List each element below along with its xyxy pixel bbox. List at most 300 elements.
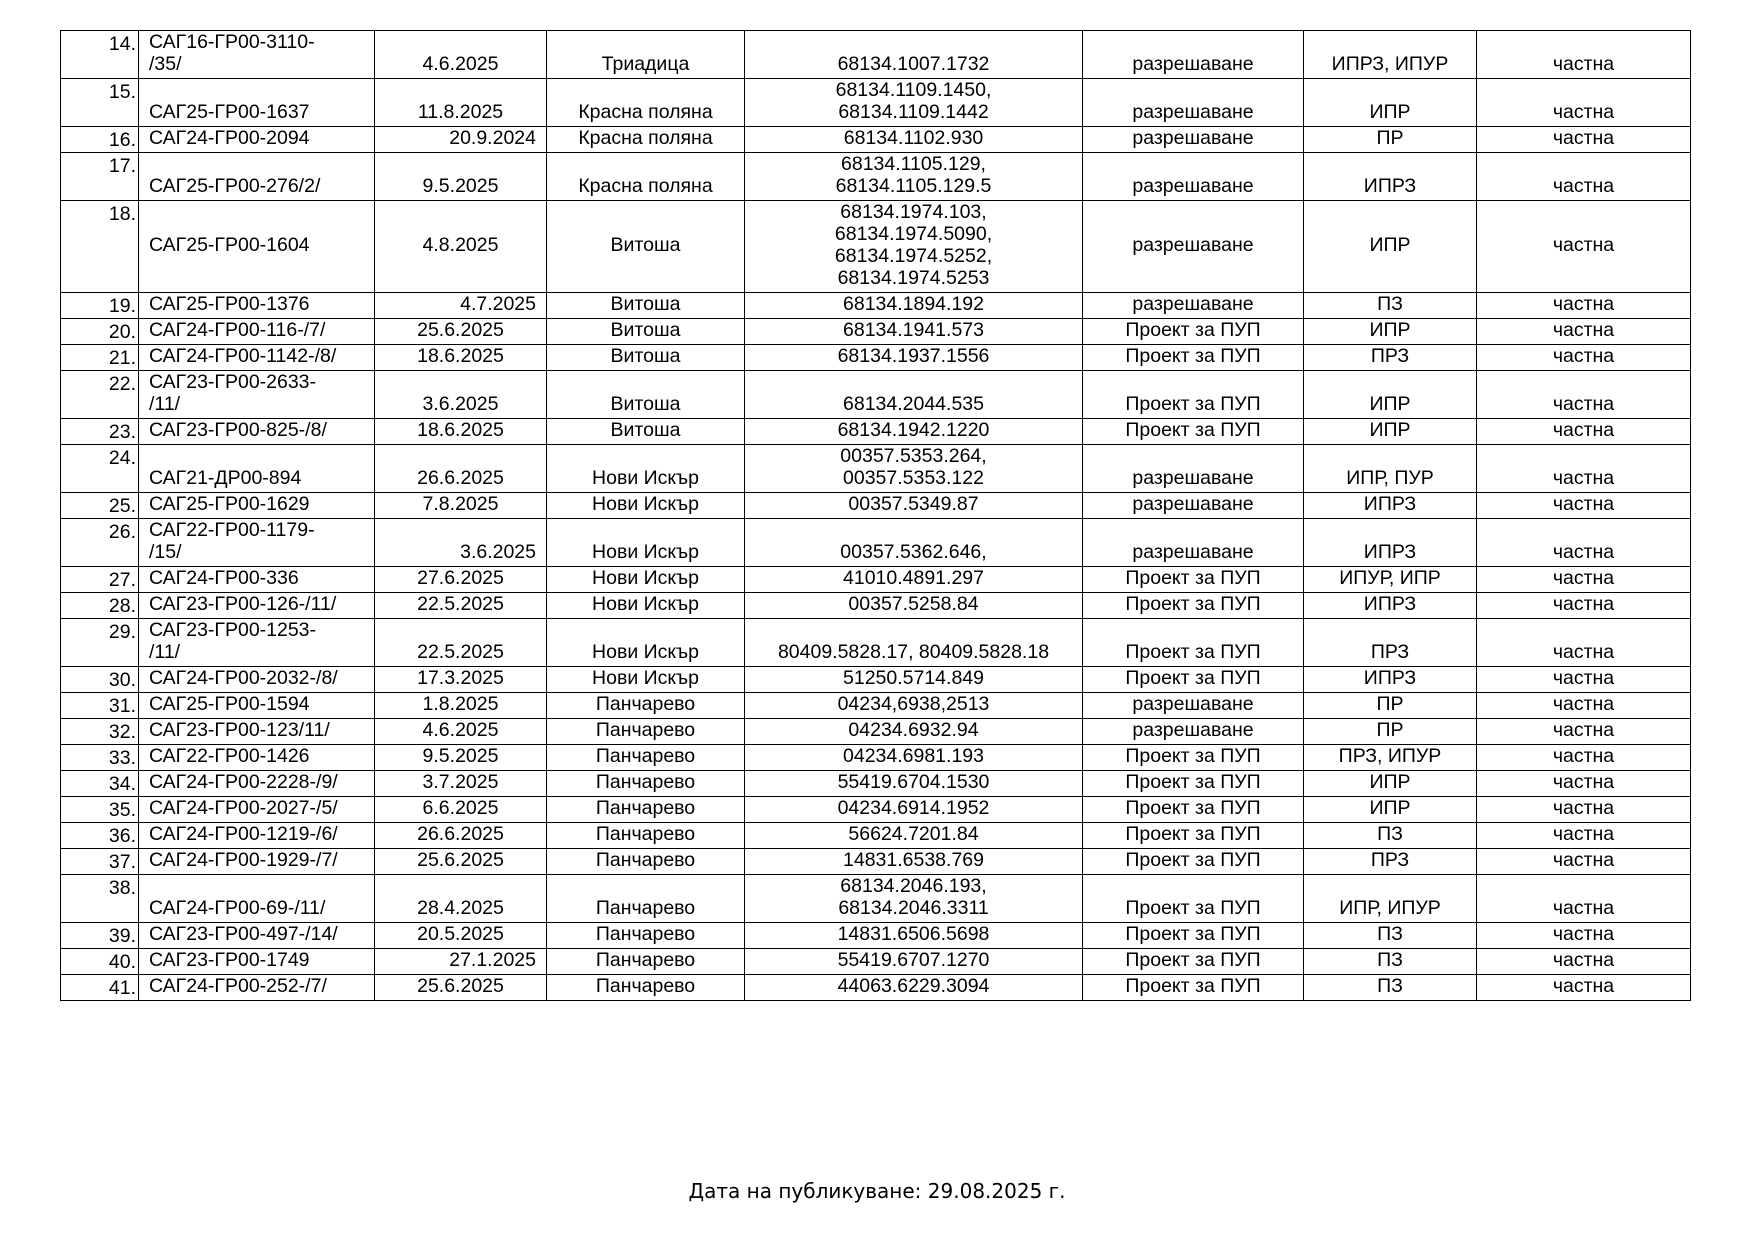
row-number: 40. bbox=[61, 949, 139, 975]
cadastral-ids-line: 68134.1007.1732 bbox=[837, 53, 990, 75]
district: Витоша bbox=[547, 293, 745, 319]
cadastral-ids bbox=[745, 445, 1083, 493]
district: Панчарево bbox=[547, 693, 745, 719]
table-row bbox=[61, 693, 1691, 719]
table-row bbox=[61, 519, 1691, 567]
document-number-line: САГ23-ГР00-126-/11/ bbox=[149, 593, 337, 615]
row-number: 34. bbox=[61, 771, 139, 797]
entry-date: 18.6.2025 bbox=[375, 419, 547, 445]
document-number bbox=[139, 127, 375, 153]
district: Витоша bbox=[547, 319, 745, 345]
document-number-line: САГ24-ГР00-1929-/7/ bbox=[149, 849, 338, 871]
procedure-type: разрешаване bbox=[1083, 693, 1304, 719]
cadastral-ids bbox=[745, 849, 1083, 875]
district: Нови Искър bbox=[547, 493, 745, 519]
document-number-line: САГ24-ГР00-69-/11/ bbox=[149, 897, 326, 919]
district: Панчарево bbox=[547, 949, 745, 975]
ownership: частна bbox=[1477, 31, 1691, 79]
cadastral-ids-line: 14831.6506.5698 bbox=[837, 923, 990, 945]
document-number-line: САГ24-ГР00-336 bbox=[149, 567, 299, 589]
cadastral-ids bbox=[745, 153, 1083, 201]
cadastral-ids-line: 68134.1894.192 bbox=[843, 293, 984, 315]
cadastral-ids-line: 68134.1105.129.5 bbox=[835, 175, 992, 197]
plan-type: ИПРЗ, ИПУР bbox=[1304, 31, 1477, 79]
cadastral-ids-line: 68134.1941.573 bbox=[843, 319, 984, 341]
plan-type: ИПР bbox=[1304, 771, 1477, 797]
procedure-type: разрешаване bbox=[1083, 445, 1304, 493]
plan-type: ПЗ bbox=[1304, 293, 1477, 319]
district: Панчарево bbox=[547, 923, 745, 949]
row-number: 16. bbox=[61, 127, 139, 153]
document-number-line: /35/ bbox=[149, 53, 182, 75]
row-number: 36. bbox=[61, 823, 139, 849]
document-number-line: САГ25-ГР00-1594 bbox=[149, 693, 310, 715]
plan-type: ПР bbox=[1304, 127, 1477, 153]
cadastral-ids bbox=[745, 719, 1083, 745]
table-row bbox=[61, 823, 1691, 849]
cadastral-ids bbox=[745, 949, 1083, 975]
cadastral-ids bbox=[745, 319, 1083, 345]
document-number bbox=[139, 419, 375, 445]
document-number-line: САГ22-ГР00-1426 bbox=[149, 745, 310, 767]
ownership: частна bbox=[1477, 719, 1691, 745]
document-number bbox=[139, 745, 375, 771]
row-number: 19. bbox=[61, 293, 139, 319]
district: Нови Искър bbox=[547, 567, 745, 593]
entry-date: 18.6.2025 bbox=[375, 345, 547, 371]
cadastral-ids bbox=[745, 923, 1083, 949]
entry-date: 22.5.2025 bbox=[375, 619, 547, 667]
entry-date: 28.4.2025 bbox=[375, 875, 547, 923]
cadastral-ids bbox=[745, 875, 1083, 923]
table-row bbox=[61, 79, 1691, 127]
entry-date: 25.6.2025 bbox=[375, 975, 547, 1001]
entry-date: 27.6.2025 bbox=[375, 567, 547, 593]
document-number-line: САГ23-ГР00-2633- bbox=[149, 371, 317, 393]
district: Панчарево bbox=[547, 797, 745, 823]
document-number bbox=[139, 201, 375, 293]
cadastral-ids-line: 00357.5353.264, bbox=[840, 445, 987, 467]
row-number: 22. bbox=[61, 371, 139, 419]
document-number-line: САГ25-ГР00-1629 bbox=[149, 493, 310, 515]
document-number bbox=[139, 667, 375, 693]
row-number: 38. bbox=[61, 875, 139, 923]
procedure-type: Проект за ПУП bbox=[1083, 975, 1304, 1001]
document-number bbox=[139, 153, 375, 201]
document-number-line: /15/ bbox=[149, 541, 182, 563]
cadastral-ids-line: 14831.6538.769 bbox=[843, 849, 984, 871]
document-number bbox=[139, 345, 375, 371]
table-row bbox=[61, 949, 1691, 975]
ownership: частна bbox=[1477, 875, 1691, 923]
document-number bbox=[139, 31, 375, 79]
procedure-type: Проект за ПУП bbox=[1083, 419, 1304, 445]
table-row bbox=[61, 745, 1691, 771]
document-number-line: САГ23-ГР00-497-/14/ bbox=[149, 923, 338, 945]
entry-date: 20.5.2025 bbox=[375, 923, 547, 949]
cadastral-ids-line: 68134.1937.1556 bbox=[837, 345, 990, 367]
table-row bbox=[61, 667, 1691, 693]
ownership: частна bbox=[1477, 619, 1691, 667]
row-number: 28. bbox=[61, 593, 139, 619]
plan-type: ИПР bbox=[1304, 79, 1477, 127]
table-row bbox=[61, 849, 1691, 875]
document-number-line: САГ24-ГР00-1219-/6/ bbox=[149, 823, 338, 845]
table-row bbox=[61, 771, 1691, 797]
procedure-type: Проект за ПУП bbox=[1083, 849, 1304, 875]
district: Панчарево bbox=[547, 771, 745, 797]
document-number-line: САГ25-ГР00-1637 bbox=[149, 101, 310, 123]
cadastral-ids bbox=[745, 975, 1083, 1001]
entry-date: 9.5.2025 bbox=[375, 153, 547, 201]
cadastral-ids-line: 68134.1102.930 bbox=[843, 127, 984, 149]
plan-type: ИПРЗ bbox=[1304, 519, 1477, 567]
procedure-type: Проект за ПУП bbox=[1083, 593, 1304, 619]
document-number-line: САГ24-ГР00-2228-/9/ bbox=[149, 771, 338, 793]
ownership: частна bbox=[1477, 519, 1691, 567]
plan-type: ПРЗ, ИПУР bbox=[1304, 745, 1477, 771]
document-number-line: САГ25-ГР00-1604 bbox=[149, 234, 310, 256]
entry-date: 4.6.2025 bbox=[375, 719, 547, 745]
entry-date: 7.8.2025 bbox=[375, 493, 547, 519]
document-number-line: САГ23-ГР00-1749 bbox=[149, 949, 310, 971]
document-number bbox=[139, 619, 375, 667]
row-number: 20. bbox=[61, 319, 139, 345]
procedure-type: разрешаване bbox=[1083, 719, 1304, 745]
entry-date: 25.6.2025 bbox=[375, 849, 547, 875]
ownership: частна bbox=[1477, 293, 1691, 319]
ownership: частна bbox=[1477, 849, 1691, 875]
ownership: частна bbox=[1477, 445, 1691, 493]
cadastral-ids bbox=[745, 293, 1083, 319]
table-row bbox=[61, 127, 1691, 153]
entry-date: 9.5.2025 bbox=[375, 745, 547, 771]
district: Нови Искър bbox=[547, 593, 745, 619]
cadastral-ids bbox=[745, 493, 1083, 519]
plan-type: ПЗ bbox=[1304, 823, 1477, 849]
row-number: 33. bbox=[61, 745, 139, 771]
ownership: частна bbox=[1477, 797, 1691, 823]
table-row bbox=[61, 593, 1691, 619]
document-number bbox=[139, 849, 375, 875]
document-number-line: САГ24-ГР00-2027-/5/ bbox=[149, 797, 338, 819]
entry-date: 4.7.2025 bbox=[375, 293, 547, 319]
ownership: частна bbox=[1477, 975, 1691, 1001]
plan-type: ИПР bbox=[1304, 371, 1477, 419]
cadastral-ids-line: 68134.1974.5252, bbox=[834, 245, 993, 267]
document-number bbox=[139, 493, 375, 519]
document-number-line: САГ24-ГР00-252-/7/ bbox=[149, 975, 327, 997]
cadastral-ids-line: 68134.1109.1442 bbox=[838, 101, 989, 123]
document-number-line: САГ24-ГР00-1142-/8/ bbox=[149, 345, 337, 367]
cadastral-ids bbox=[745, 693, 1083, 719]
document-number-line: САГ21-ДР00-894 bbox=[149, 467, 302, 489]
ownership: частна bbox=[1477, 79, 1691, 127]
cadastral-ids-line: 04234.6981.193 bbox=[843, 745, 984, 767]
entry-date: 6.6.2025 bbox=[375, 797, 547, 823]
procedure-type: разрешаване bbox=[1083, 153, 1304, 201]
entry-date: 11.8.2025 bbox=[375, 79, 547, 127]
cadastral-ids-line: 80409.5828.17, 80409.5828.18 bbox=[777, 641, 1050, 663]
procedure-type: Проект за ПУП bbox=[1083, 771, 1304, 797]
row-number: 23. bbox=[61, 419, 139, 445]
ownership: частна bbox=[1477, 567, 1691, 593]
document-number-line: САГ25-ГР00-1376 bbox=[149, 293, 310, 315]
registry-table bbox=[60, 30, 1691, 1001]
district: Красна поляна bbox=[547, 79, 745, 127]
table-row bbox=[61, 371, 1691, 419]
procedure-type: Проект за ПУП bbox=[1083, 345, 1304, 371]
document-number bbox=[139, 79, 375, 127]
document-number bbox=[139, 949, 375, 975]
ownership: частна bbox=[1477, 667, 1691, 693]
plan-type: ИПРЗ bbox=[1304, 667, 1477, 693]
cadastral-ids bbox=[745, 201, 1083, 293]
row-number: 41. bbox=[61, 975, 139, 1001]
plan-type: ПЗ bbox=[1304, 949, 1477, 975]
procedure-type: Проект за ПУП bbox=[1083, 371, 1304, 419]
district: Панчарево bbox=[547, 719, 745, 745]
ownership: частна bbox=[1477, 693, 1691, 719]
plan-type: ИПРЗ bbox=[1304, 593, 1477, 619]
ownership: частна bbox=[1477, 771, 1691, 797]
district: Панчарево bbox=[547, 849, 745, 875]
table-row bbox=[61, 445, 1691, 493]
document-number bbox=[139, 975, 375, 1001]
district: Витоша bbox=[547, 419, 745, 445]
ownership: частна bbox=[1477, 319, 1691, 345]
district: Панчарево bbox=[547, 745, 745, 771]
cadastral-ids-line: 68134.1105.129, bbox=[841, 153, 986, 175]
table-row bbox=[61, 923, 1691, 949]
cadastral-ids bbox=[745, 519, 1083, 567]
entry-date: 3.7.2025 bbox=[375, 771, 547, 797]
cadastral-ids-line: 68134.2044.535 bbox=[843, 393, 984, 415]
district: Витоша bbox=[547, 345, 745, 371]
district: Витоша bbox=[547, 201, 745, 293]
row-number: 30. bbox=[61, 667, 139, 693]
entry-date: 4.6.2025 bbox=[375, 31, 547, 79]
cadastral-ids-line: 00357.5349.87 bbox=[848, 493, 979, 515]
plan-type: ИПР, ИПУР bbox=[1304, 875, 1477, 923]
procedure-type: Проект за ПУП bbox=[1083, 319, 1304, 345]
document-number-line: САГ24-ГР00-116-/7/ bbox=[149, 319, 326, 341]
row-number: 29. bbox=[61, 619, 139, 667]
district: Витоша bbox=[547, 371, 745, 419]
cadastral-ids bbox=[745, 127, 1083, 153]
row-number: 17. bbox=[61, 153, 139, 201]
cadastral-ids bbox=[745, 745, 1083, 771]
cadastral-ids bbox=[745, 345, 1083, 371]
procedure-type: Проект за ПУП bbox=[1083, 923, 1304, 949]
cadastral-ids-line: 44063.6229.3094 bbox=[837, 975, 990, 997]
document-number bbox=[139, 875, 375, 923]
cadastral-ids bbox=[745, 771, 1083, 797]
document-number bbox=[139, 719, 375, 745]
cadastral-ids-line: 04234.6932.94 bbox=[848, 719, 979, 741]
procedure-type: разрешаване bbox=[1083, 293, 1304, 319]
ownership: частна bbox=[1477, 745, 1691, 771]
district: Красна поляна bbox=[547, 153, 745, 201]
procedure-type: Проект за ПУП bbox=[1083, 667, 1304, 693]
table-row bbox=[61, 975, 1691, 1001]
cadastral-ids-line: 68134.1942.1220 bbox=[837, 419, 990, 441]
district: Нови Искър bbox=[547, 519, 745, 567]
table-row bbox=[61, 201, 1691, 293]
plan-type: ПРЗ bbox=[1304, 849, 1477, 875]
procedure-type: Проект за ПУП bbox=[1083, 823, 1304, 849]
plan-type: ПЗ bbox=[1304, 923, 1477, 949]
cadastral-ids-line: 55419.6707.1270 bbox=[837, 949, 990, 971]
district: Панчарево bbox=[547, 875, 745, 923]
plan-type: ИПР bbox=[1304, 797, 1477, 823]
cadastral-ids bbox=[745, 667, 1083, 693]
document-number bbox=[139, 771, 375, 797]
entry-date: 3.6.2025 bbox=[375, 519, 547, 567]
cadastral-ids bbox=[745, 619, 1083, 667]
ownership: частна bbox=[1477, 823, 1691, 849]
cadastral-ids-line: 68134.2046.193, bbox=[840, 875, 987, 897]
document-number-line: САГ25-ГР00-276/2/ bbox=[149, 175, 321, 197]
entry-date: 22.5.2025 bbox=[375, 593, 547, 619]
ownership: частна bbox=[1477, 201, 1691, 293]
document-number-line: САГ23-ГР00-123/11/ bbox=[149, 719, 330, 741]
plan-type: ИПР bbox=[1304, 201, 1477, 293]
document-number-line: САГ23-ГР00-1253- bbox=[149, 619, 317, 641]
entry-date: 20.9.2024 bbox=[375, 127, 547, 153]
district: Нови Искър bbox=[547, 445, 745, 493]
procedure-type: разрешаване bbox=[1083, 127, 1304, 153]
district: Нови Искър bbox=[547, 619, 745, 667]
table-row bbox=[61, 419, 1691, 445]
table-body bbox=[61, 31, 1691, 1001]
row-number: 26. bbox=[61, 519, 139, 567]
cadastral-ids bbox=[745, 419, 1083, 445]
publication-date: Дата на публикуване: 29.08.2025 г. bbox=[688, 1179, 1066, 1203]
ownership: частна bbox=[1477, 923, 1691, 949]
table-row bbox=[61, 293, 1691, 319]
entry-date: 3.6.2025 bbox=[375, 371, 547, 419]
procedure-type: разрешаване bbox=[1083, 79, 1304, 127]
document-number bbox=[139, 823, 375, 849]
document-number bbox=[139, 371, 375, 419]
row-number: 27. bbox=[61, 567, 139, 593]
cadastral-ids-line: 68134.1109.1450, bbox=[835, 79, 992, 101]
table-row bbox=[61, 619, 1691, 667]
cadastral-ids-line: 04234,6938,2513 bbox=[837, 693, 990, 715]
cadastral-ids bbox=[745, 79, 1083, 127]
document-number bbox=[139, 445, 375, 493]
table-row bbox=[61, 875, 1691, 923]
row-number: 31. bbox=[61, 693, 139, 719]
cadastral-ids bbox=[745, 797, 1083, 823]
table-row bbox=[61, 345, 1691, 371]
table-row bbox=[61, 797, 1691, 823]
cadastral-ids-line: 00357.5258.84 bbox=[848, 593, 979, 615]
cadastral-ids bbox=[745, 371, 1083, 419]
document-number bbox=[139, 519, 375, 567]
ownership: частна bbox=[1477, 127, 1691, 153]
table-row bbox=[61, 31, 1691, 79]
document-number bbox=[139, 567, 375, 593]
procedure-type: Проект за ПУП bbox=[1083, 745, 1304, 771]
district: Триадица bbox=[547, 31, 745, 79]
cadastral-ids-line: 68134.1974.5090, bbox=[834, 223, 993, 245]
document-number bbox=[139, 593, 375, 619]
ownership: частна bbox=[1477, 345, 1691, 371]
document-number bbox=[139, 693, 375, 719]
row-number: 35. bbox=[61, 797, 139, 823]
row-number: 25. bbox=[61, 493, 139, 519]
row-number: 15. bbox=[61, 79, 139, 127]
ownership: частна bbox=[1477, 419, 1691, 445]
plan-type: ПЗ bbox=[1304, 975, 1477, 1001]
plan-type: ПРЗ bbox=[1304, 619, 1477, 667]
procedure-type: разрешаване bbox=[1083, 31, 1304, 79]
cadastral-ids bbox=[745, 823, 1083, 849]
document-number bbox=[139, 319, 375, 345]
entry-date: 1.8.2025 bbox=[375, 693, 547, 719]
entry-date: 26.6.2025 bbox=[375, 445, 547, 493]
document-number-line: САГ22-ГР00-1179- bbox=[149, 519, 315, 541]
document-number-line: САГ16-ГР00-3110- bbox=[149, 31, 315, 53]
ownership: частна bbox=[1477, 593, 1691, 619]
row-number: 21. bbox=[61, 345, 139, 371]
procedure-type: разрешаване bbox=[1083, 493, 1304, 519]
district: Панчарево bbox=[547, 975, 745, 1001]
plan-type: ПРЗ bbox=[1304, 345, 1477, 371]
cadastral-ids bbox=[745, 567, 1083, 593]
ownership: частна bbox=[1477, 153, 1691, 201]
district: Панчарево bbox=[547, 823, 745, 849]
cadastral-ids-line: 56624.7201.84 bbox=[848, 823, 979, 845]
document-number-line: /11/ bbox=[149, 393, 181, 415]
procedure-type: разрешаване bbox=[1083, 201, 1304, 293]
plan-type: ИПРЗ bbox=[1304, 493, 1477, 519]
table-row bbox=[61, 319, 1691, 345]
procedure-type: Проект за ПУП bbox=[1083, 567, 1304, 593]
ownership: частна bbox=[1477, 371, 1691, 419]
cadastral-ids bbox=[745, 593, 1083, 619]
plan-type: ИПР bbox=[1304, 419, 1477, 445]
document-number bbox=[139, 923, 375, 949]
plan-type: ИПРЗ bbox=[1304, 153, 1477, 201]
row-number: 14. bbox=[61, 31, 139, 79]
cadastral-ids bbox=[745, 31, 1083, 79]
entry-date: 25.6.2025 bbox=[375, 319, 547, 345]
document-number-line: /11/ bbox=[149, 641, 181, 663]
entry-date: 4.8.2025 bbox=[375, 201, 547, 293]
plan-type: ИПР, ПУР bbox=[1304, 445, 1477, 493]
ownership: частна bbox=[1477, 949, 1691, 975]
procedure-type: Проект за ПУП bbox=[1083, 875, 1304, 923]
document-number-line: САГ24-ГР00-2032-/8/ bbox=[149, 667, 338, 689]
table-row bbox=[61, 493, 1691, 519]
entry-date: 27.1.2025 bbox=[375, 949, 547, 975]
district: Красна поляна bbox=[547, 127, 745, 153]
table-row bbox=[61, 719, 1691, 745]
document-number-line: САГ23-ГР00-825-/8/ bbox=[149, 419, 327, 441]
cadastral-ids-line: 00357.5353.122 bbox=[843, 467, 984, 489]
row-number: 39. bbox=[61, 923, 139, 949]
procedure-type: Проект за ПУП bbox=[1083, 797, 1304, 823]
row-number: 32. bbox=[61, 719, 139, 745]
plan-type: ПР bbox=[1304, 719, 1477, 745]
cadastral-ids-line: 00357.5362.646, bbox=[840, 541, 987, 563]
entry-date: 17.3.2025 bbox=[375, 667, 547, 693]
procedure-type: разрешаване bbox=[1083, 519, 1304, 567]
cadastral-ids-line: 51250.5714.849 bbox=[843, 667, 984, 689]
